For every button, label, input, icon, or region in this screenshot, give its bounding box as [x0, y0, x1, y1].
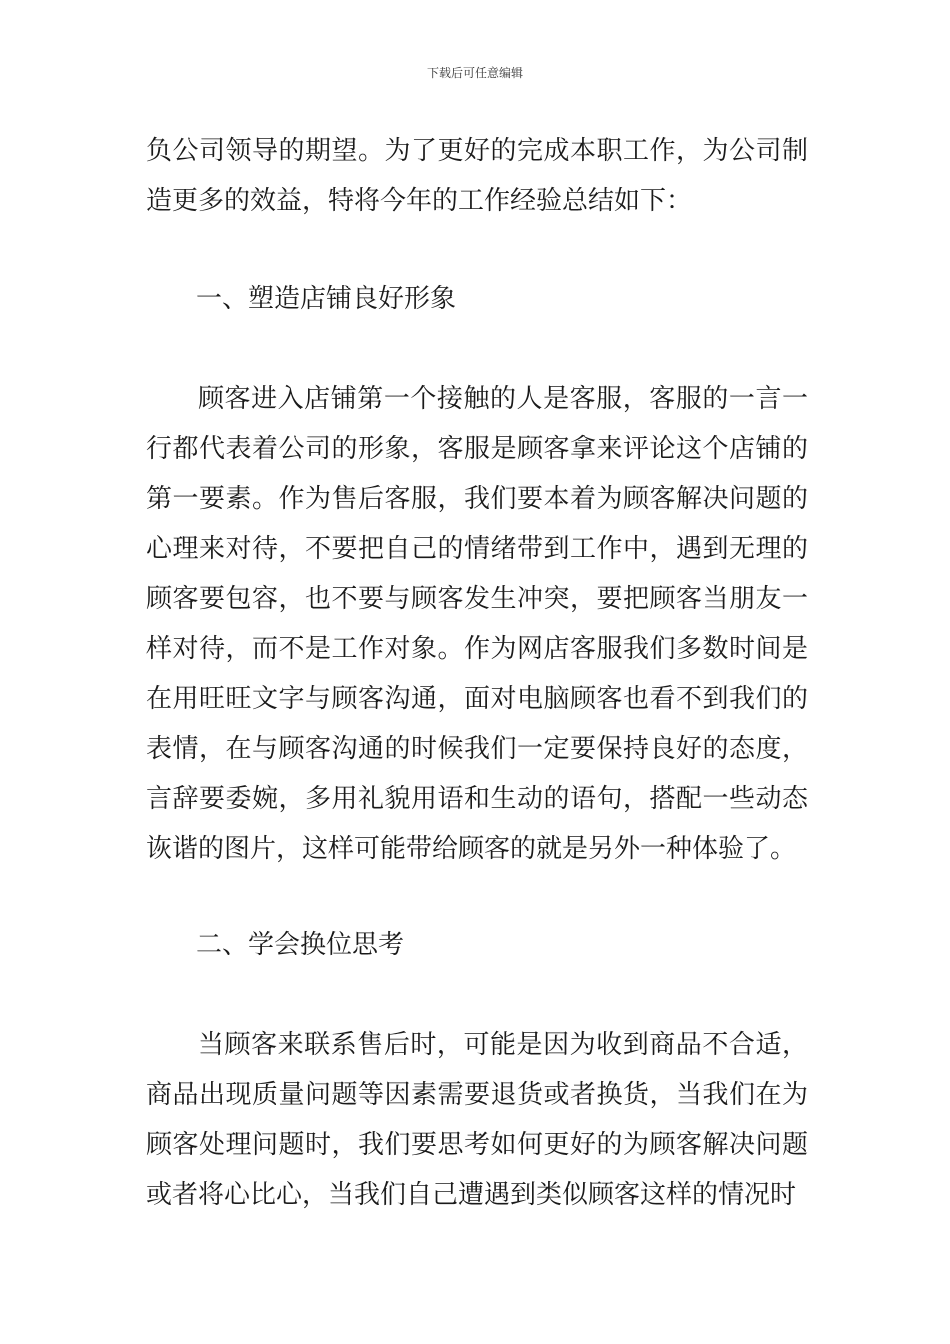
header-note: 下载后可任意编辑 — [426, 66, 523, 80]
section2-paragraph: 当顾客来联系售后时，可能是因为收到商品不合适，商品出现质量问题等因素需要退货或者换货，当我们在为顾客处理问题时，我们要思考如何更好的为顾客解决问题或者将心比心，当我们自己遭遇到类似顾客这样的情况时 — [146, 1030, 808, 1210]
intro-paragraph: 负公司领导的期望。为了更好的完成本职工作，为公司制造更多的效益，特将今年的工作经验总结如下： — [146, 136, 808, 216]
section2-heading: 二、学会换位思考 — [196, 930, 405, 960]
section1-heading: 一、塑造店铺良好形象 — [196, 284, 457, 314]
section1-paragraph: 顾客进入店铺第一个接触的人是客服，客服的一言一行都代表着公司的形象，客服是顾客拿来评论这个店铺的第一要素。作为售后客服，我们要本着为顾客解决问题的心理来对待，不要把自己的情绪带到工作中，遇到无理的顾客要包容，也不要与顾客发生冲突，要把顾客当朋友一样对待，而不是工作对象。作为网店客服我们多数时间是在用旺旺文字与顾客沟通，面对电脑顾客也看不到我们的表情，在与顾客沟通的时候我们一定要保持良好的态度，言辞要委婉，多用礼貌用语和生动的语句，搭配一些动态诙谐的图片，这样可能带给顾客的就是另外一种体验了。 — [146, 384, 808, 864]
